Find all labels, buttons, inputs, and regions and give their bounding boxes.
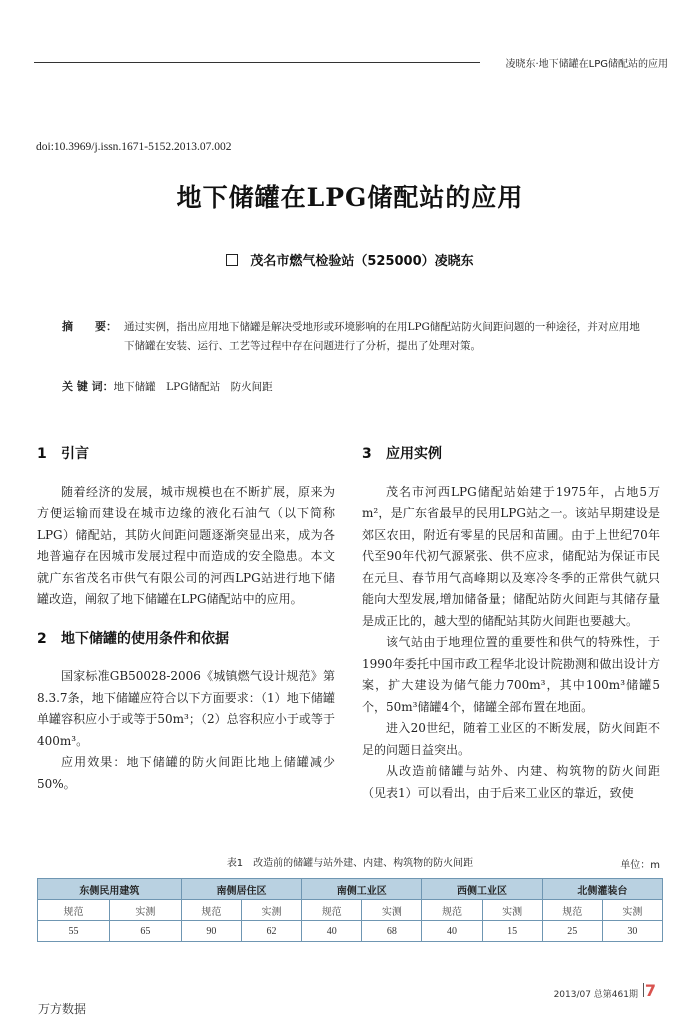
square-bullet-icon [226, 254, 238, 266]
group-header: 东侧民用建筑 [38, 879, 182, 900]
abstract-text: 通过实例，指出应用地下储罐是解决受地形或环境影响的在用LPG储配站防火间距问题的一种途径，并对应用地下储罐在安装、运行、工艺等过程中存在问题进行了分析，提出了处理对策。 [124, 321, 640, 352]
table-cell: 62 [241, 921, 301, 942]
table-cell: 55 [38, 921, 110, 942]
sub-header: 规范 [542, 900, 602, 921]
section-1-heading [37, 444, 335, 466]
paragraph: 随着经济的发展，城市规模也在不断扩展，原来为方便运输而建设在城市边缘的液化石油气（以下简称LPG）储配站，其防火间距问题逐渐突显出来，成为各地普遍存在因城市发展过程中而造成的安全隐患。本文就广东省茂名市供气有限公司的河西LPG站进行地下储罐改造，阐叙了地下储罐在LPG储配站中的应用。 [37, 484, 335, 606]
issue-info: 2013/07 总第461期 [553, 990, 638, 1000]
paragraph: 国家标准GB50028-2006《城镇燃气设计规范》第8.3.7条，地下储罐应符合以下方面要求：（1）地下储罐单罐容积应小于或等于50m³；（2）总容积应小于或等于400m³。 [37, 669, 335, 748]
page-number: 7 [644, 981, 656, 1000]
article-title: 地下储罐在LPG储配站的应用 [176, 183, 524, 212]
section-title: 引言 [61, 446, 89, 462]
group-header: 南侧居住区 [181, 879, 301, 900]
section-title: 地下储罐的使用条件和依据 [61, 630, 229, 647]
paragraph: 进入20世纪，随着工业区的不断发展，防火间距不足的问题日益突出。 [362, 721, 660, 757]
abstract-label: 摘 要： [62, 320, 117, 333]
table-cell: 68 [362, 921, 422, 942]
table-cell: 40 [302, 921, 362, 942]
group-header: 西侧工业区 [422, 879, 542, 900]
section-number: 1 [37, 446, 47, 462]
table-sub-header-row [38, 900, 663, 921]
paragraph: 该气站由于地理位置的重要性和供气的特殊性，于1990年委托中国市政工程华北设计院勘测和做出设计方案，扩大建设为储气能力700m³，其中100m³储罐5个，50m³储罐4个，储罐全部布置在地面。 [362, 635, 660, 714]
table-unit: 单位：m [620, 860, 660, 871]
distance-table [37, 878, 663, 942]
sub-header: 规范 [181, 900, 241, 921]
paragraph: 应用效果：地下储罐的防火间距比地上储罐减少50%。 [37, 755, 335, 791]
section-number: 3 [362, 446, 372, 462]
section-3-heading [362, 444, 660, 466]
section-2-heading [37, 629, 335, 651]
left-column [37, 444, 335, 795]
author-affiliation [0, 250, 700, 269]
keywords-label: 关 键 词： [62, 380, 114, 393]
sub-header: 实测 [362, 900, 422, 921]
table-cell: 30 [602, 921, 662, 942]
table-cell: 15 [482, 921, 542, 942]
footer-divider [643, 983, 644, 997]
keywords [62, 378, 273, 394]
doi-line: doi:10.3969/j.issn.1671-5152.2013.07.002 [36, 141, 232, 153]
sub-header: 实测 [482, 900, 542, 921]
keywords-text: 地下储罐 LPG储配站 防火间距 [113, 381, 273, 393]
table-cell: 65 [109, 921, 181, 942]
group-header: 北侧灌装台 [542, 879, 662, 900]
table-caption: 表1 改造前的储罐与站外建、内建、构筑物的防火间距 [226, 858, 474, 869]
section-title: 应用实例 [386, 446, 442, 462]
section-number: 2 [37, 630, 47, 647]
table-cell: 90 [181, 921, 241, 942]
sub-header: 规范 [422, 900, 482, 921]
sub-header: 实测 [241, 900, 301, 921]
author-text: 茂名市燃气检验站（525000）凌晓东 [250, 254, 474, 269]
table-cell: 25 [542, 921, 602, 942]
running-header: 凌晓东·地下储罐在LPG储配站的应用 [505, 59, 668, 70]
paragraph: 茂名市河西LPG储配站始建于1975年，占地5万m²，是广东省最早的民用LPG站之一。该站早期建设是郊区农田，附近有零星的民居和苗圃。由于上世纪70年代至90年代初气源紧张、供不应求，储配站为保证市民在元旦、春节用气高峰期以及寒冷冬季的正常供气就只能向大型发展,增加储备量；储配站防火间距与其储存量是成正比的，越大型的储配站其防火间距也要越大。 [362, 484, 660, 628]
sub-header: 规范 [38, 900, 110, 921]
right-column [362, 444, 660, 804]
header-rule [34, 62, 480, 63]
sub-header: 实测 [602, 900, 662, 921]
watermark: 万方数据 [38, 1002, 87, 1016]
group-header: 南侧工业区 [302, 879, 422, 900]
paragraph: 从改造前储罐与站外、内建、构筑物的防火间距（见表1）可以看出，由于后来工业区的靠近，致使 [362, 764, 660, 800]
abstract [62, 318, 640, 355]
sub-header: 实测 [109, 900, 181, 921]
table-group-header-row [38, 879, 663, 900]
sub-header: 规范 [302, 900, 362, 921]
table-row [38, 921, 663, 942]
table-cell: 40 [422, 921, 482, 942]
